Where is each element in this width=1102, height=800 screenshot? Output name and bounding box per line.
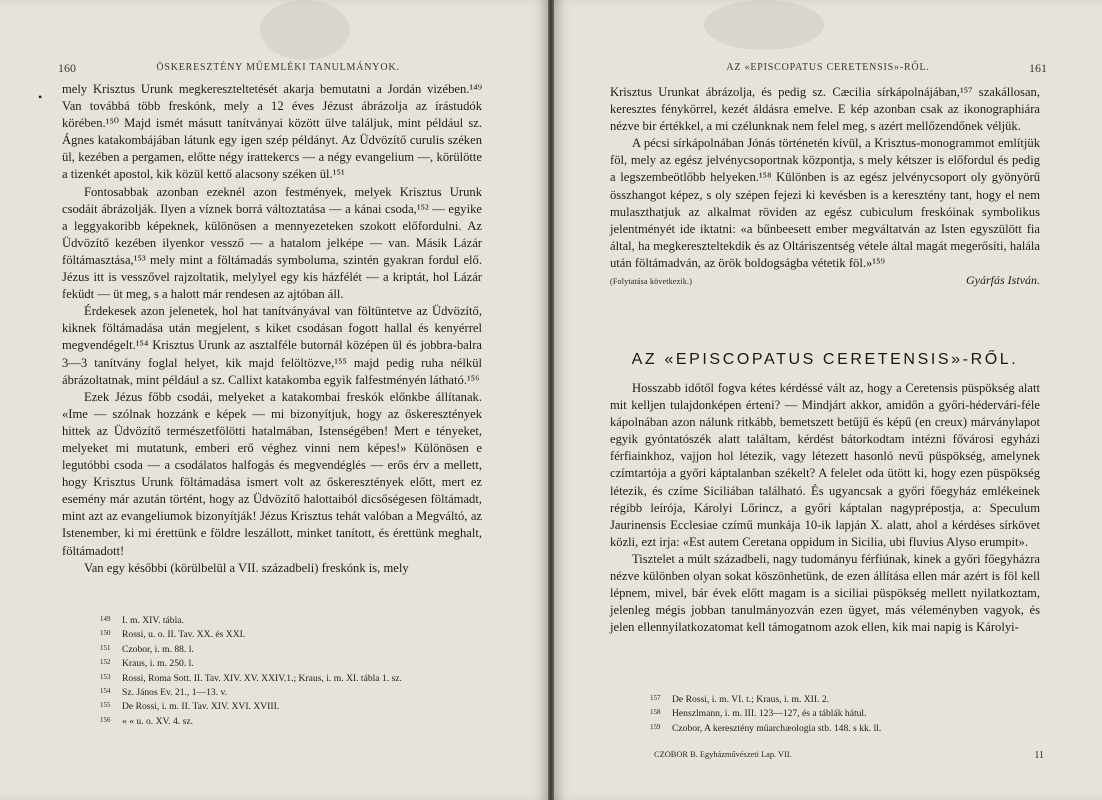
footnote (100, 714, 480, 728)
footnote-text: De Rossi, i. m. VI. t.; Kraus, i. m. XII. 2. (672, 694, 830, 705)
footnote-text: Czobor, i. m. 88. l. (122, 643, 194, 655)
paragraph: A pécsi sírkápolnában Jónás történetén kívül, a Krisztus-monogrammot említjük föl, mely az egész jelvénycsoportnak központja, s mely kétszer is előfordul és pedig a legszembeötlőbb helyeken.¹⁵⁸ Különben is az egész jelvénycsoport oly gyönyörű összhangot képez, s oly szépen fejezi ki kevésben is a keresztény tant, hogy el nem mulaszthatjuk az alkalmat röviden az egész cubiculum freskóinak symbolikus jelentményét ide iktatni: «a bűnbeesett ember megváltatván az Isten egyszülött fia által, ha megkereszteltekdik és az Oltáriszentség vétele által magát megerősíti, halála után föltámadván, az örök boldogságba vétetik föl.»¹⁵⁹ (610, 136, 1040, 270)
footnote-text: I. m. XIV. tábla. (122, 615, 184, 626)
footnote (650, 721, 1040, 735)
footnote-text: De Rossi, i. m. II. Tav. XIV. XVI. XVIII. (122, 701, 280, 713)
left-header-title: ÖSKERESZTÉNY MŰEMLÉKI TANULMÁNYOK. (156, 62, 400, 73)
footnote-text: Czobor, A keresztény műarchæologia stb. 148. s kk. ll. (672, 722, 882, 734)
paragraph: Érdekesek azon jelenetek, hol hat tanítványával van föltüntetve az Üdvözítő, kiknek föltámadása után megjelent, s kiket csodásan fogott hallal és kenyérrel megvendégelt.¹⁵⁴ Krisztus Urunk az asztalféle butornál középen ül és jobbra-balra 3—3 tanítvány foglal helyet, kik majd felöltözve,¹⁵⁵ majd pedig ruha nélkül ábrázoltatnak, mint például a sz. Callixt katakomba egyik falfestményén látható.¹⁵⁶ (62, 304, 482, 387)
footnote (650, 692, 1040, 706)
footnote-text: « « u. o. XV. 4. sz. (122, 715, 193, 727)
right-page-number: 161 (1029, 61, 1047, 75)
left-page (0, 0, 548, 800)
margin-bullet: • (38, 90, 43, 104)
paragraph: Krisztus Urunkat ábrázolja, és pedig sz. Cæcilia sírkápolnájában,¹⁵⁷ szakállosan, keresztes fénykörrel, kezét áldásra emelve. E kép azonban csak az ikonographiára nézve bir értékkel, a mi czélunknak nem felel meg, s azért mellőzendőnek véljük. (610, 85, 1040, 134)
footnote (100, 627, 480, 641)
right-page (554, 0, 1102, 800)
right-body-text-top (610, 84, 1040, 290)
footnote-text: Henszlmann, i. m. III. 123—127, és a táblák hátul. (672, 708, 867, 720)
footnote-text: Rossi, u. o. II. Tav. XX. és XXI. (122, 629, 246, 641)
footnote-number: 150 (100, 629, 111, 638)
footnote-number: 154 (100, 687, 111, 696)
footnote (100, 613, 480, 627)
footnote-number: 152 (100, 658, 111, 667)
footnote-number: 159 (650, 722, 661, 731)
paper-stain (260, 0, 350, 60)
paragraph: Fontosabbak azonban ezeknél azon festmények, melyek Krisztus Urunk csodáit ábrázolják. Ilyen a víznek borrá változtatása — a kánai csoda,¹⁵² — egyike a leggyakoribb képeknek, különösen a mennyezeteken szokott előfordulni. Az Üdvözítő kezében ilyenkor vessző — a hatalom jelképe — van. Másik Lázár föltámasztása,¹⁵³ mely mint a föltámadás symboluma, szintén gyakran fordul elő. Jézus itt is vesszővel rajzoltatik, melylyel egy kis házfélét — a kriptát, hol Lázár feküdt — üt meg, s a halott már rendesen az ajtóban áll. (62, 184, 482, 302)
footnote-text: Kraus, i. m. 250. l. (122, 658, 194, 670)
footnote (100, 685, 480, 699)
footnote-number: 156 (100, 715, 111, 724)
footnote-number: 151 (100, 643, 111, 652)
page-footer (654, 750, 1044, 759)
footnote-text: Sz. János Ev. 21., 1—13. v. (122, 687, 228, 699)
paragraph: Ezek Jézus főbb csodái, melyeket a katakombai freskók előnkbe állítanak. «Ime — szólnak hozzánk e képek — mi bizonyítjuk, hogy az őskeresztények hittek az Üdvözítő természetfölötti hatalmában, Istenségében! Mert e tényeket, melyeket mi mutatunk, emberi erő véghez vinni nem képes!» Különösen e legutóbbi csoda — a csodálatos halfogás és megvendéglés — erős érv a mellett, hogy Krisztus Urunk föltámadása ismert volt az őskeresztények előtt, mert ez esemény már azután történt, hogy az Üdvözítő halottaiból dicsőségesen föltámadt, mint azt az evangeliumok bizonyítják! Jézus Krisztus tehát valóban a Megváltó, az Istenember, ki mi érettünk e földre leszállott, minket tanított, és érettünk meghalt, föltámadott! (62, 389, 482, 558)
paragraph: mely Krisztus Urunk megkereszteltetését akarja bemutatni a Jordán vizében.¹⁴⁹ Van továbbá több freskónk, mely a 12 éves Jézust ábrázolja az írástudók körében.¹⁵⁰ Majd ismét másutt tanítványai között ülve találjuk, mint például sz. Ágnes katakombájában látunk egy igen szép példányt. Az Üdvözítő curulis széken ül, kezében a pergamen, előtte négy irattekercs — a négy evangelium —, körülötte a tizenkét apostol, kik közül kettő alacsony széken ül.¹⁵¹ (62, 82, 482, 182)
footer-text: CZOBOR B. Egyházművészeti Lap. VII. (654, 750, 792, 759)
footnote-number: 153 (100, 672, 111, 681)
footnote (650, 706, 1040, 720)
footnote (100, 671, 480, 685)
right-body-text-bottom (610, 380, 1040, 636)
signature-mark: 11 (1034, 750, 1044, 761)
footnote (100, 642, 480, 656)
footnote-number: 157 (650, 694, 661, 702)
continuation-note: (Folytatása következik.) (610, 277, 693, 287)
author-name: Gyárfás István. (966, 273, 1040, 288)
right-footnotes (650, 692, 1040, 735)
paragraph: Hosszabb időtől fogva kétes kérdéssé vált az, hogy a Ceretensis püspökség alatt mit kelljen tulajdonképen érteni? — Mindjárt akkor, amidőn a győri-hédervári-féle kápolnában azon nálunk ritkább, bemetszett betűjű és képű (en creux) márványlapot egyik gyóntatószék alatt találtam, kérdést bátorkodtam intézni fővárosi egyházi férfiainkhoz, vajjon hol létezik, vagy létezett hasonló nevű püspökség, amelynek czímtartója a győri káptalanban székelt? A felelet oda ütött ki, hogy ezen püspökség létezik, és czíme Siciliában található. És ugyancsak a győri főegyház emlékeinek régibb leírója, Károlyi Lőrincz, a győri káptalan nagyprépostja, a: Speculum Jaurinensis Ecclesiae czímű munkája 10-ik lapján X. alatt, ahol a kérdéses sírkövet közli, ezt irja: «Est autem Ceretana oppidum in Sicilia, ubi fluvius Alyso erumpit». (610, 381, 1040, 549)
left-body-text (62, 81, 482, 577)
right-header-title: AZ «EPISCOPATUS CERETENSIS»-RŐL. (726, 62, 930, 73)
article-title: AZ «EPISCOPATUS CERETENSIS»-RŐL. (631, 351, 1019, 368)
left-footnotes (100, 613, 480, 728)
article-signature (610, 272, 1040, 290)
paragraph: Van egy későbbi (körülbelül a VII. századbeli) freskónk is, mely (84, 560, 409, 575)
paper-stain (704, 0, 824, 50)
paragraph: Tisztelet a múlt századbeli, nagy tudományu férfiúnak, kinek a győri főegyházra nézve különben olyan sokat köszönhetünk, de ezen állítása ellen már azért is föl kell lépnem, mivel, bár évek előtt magam is a siciliai püspökség mellett nyilatkoztam, jelenleg mégis jobban tanulmányozván ezen ügyet, más véleményben vagyok, és jelen ellennyilatkozatomat kell támogatnom azok ellen, kik mai napig is Károlyi- (610, 551, 1040, 635)
footnote-number: 149 (100, 615, 111, 623)
footnote (100, 699, 480, 713)
left-page-number: 160 (58, 61, 76, 75)
footnote (100, 656, 480, 670)
footnote-text: Rossi, Roma Sott. II. Tav. XIV. XV. XXIV.1.; Kraus, i. m. XI. tábla 1. sz. (122, 672, 402, 684)
footnote-number: 158 (650, 708, 661, 717)
footnote-number: 155 (100, 701, 111, 710)
